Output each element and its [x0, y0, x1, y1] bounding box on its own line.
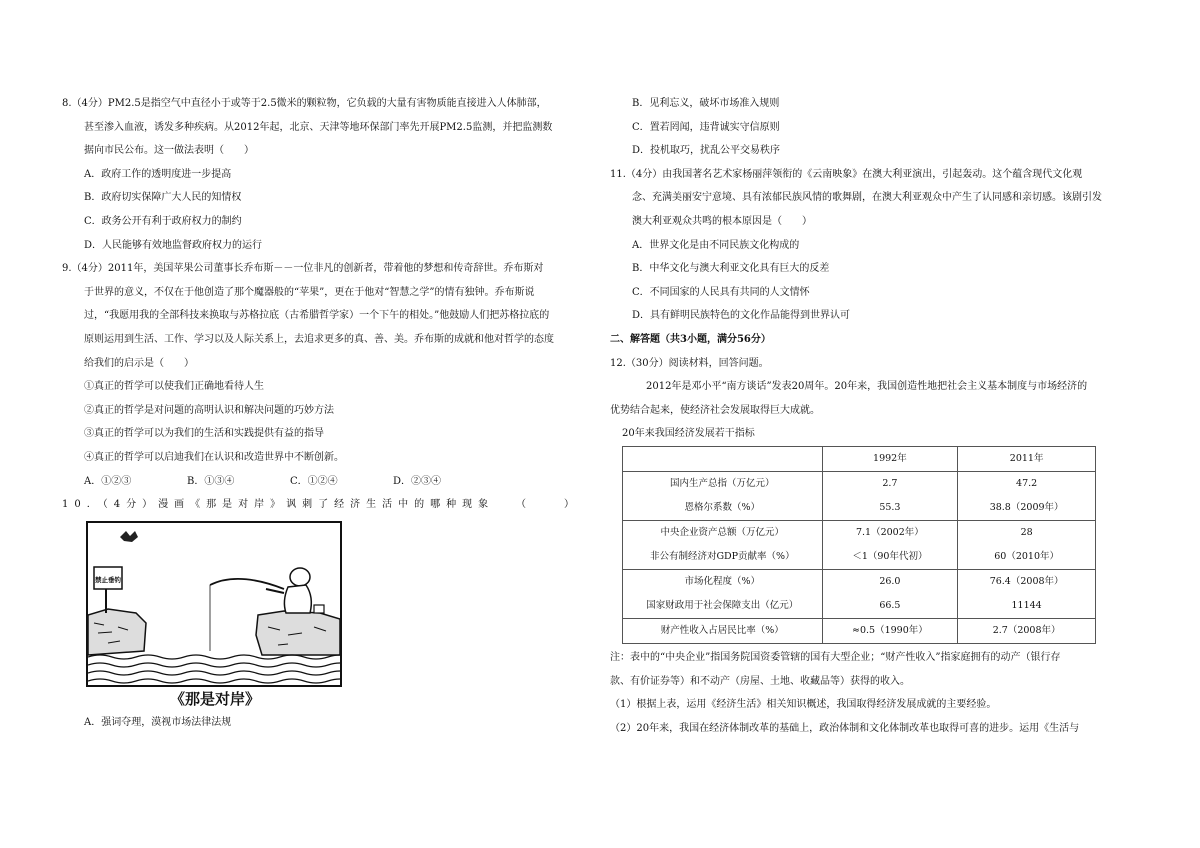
- table-row: [623, 569, 1096, 618]
- indicators-table: [622, 446, 1096, 644]
- bird-icon: [120, 531, 138, 542]
- table-cell-1992: [822, 520, 958, 569]
- cell-value: 2.7: [882, 477, 898, 489]
- q8-line: 甚至渗入血液，诱发多种疾病。从2012年起，北京、天津等地环保部门率先开展PM2.5监测，并把监测数: [84, 121, 553, 133]
- table-cell-label: [623, 471, 823, 520]
- table-header-cell: 2011年: [958, 446, 1096, 471]
- q9-statement-3: ③真正的哲学可以为我们的生活和实践提供有益的指导: [84, 428, 324, 440]
- q12-material: 优势结合起来，使经济社会发展取得巨大成就。: [610, 404, 820, 416]
- row-label: 国家财政用于社会保障支出（亿元）: [646, 599, 799, 611]
- sign-text: 禁止垂钓: [95, 575, 121, 584]
- table-cell-label: 财产性收入占居民比率（%）: [623, 618, 823, 643]
- q11-option-a[interactable]: A．世界文化是由不同民族文化构成的: [632, 239, 800, 251]
- q12-table-title: 20年来我国经济发展若干指标: [622, 428, 755, 440]
- right-bank: [256, 611, 340, 655]
- cartoon-drawing: [88, 523, 340, 685]
- cell-value: 28: [1020, 526, 1033, 538]
- table-cell-2011: [958, 471, 1096, 520]
- fishing-rod: [210, 579, 284, 589]
- table-cell-2011: [958, 569, 1096, 618]
- q8-line: 8.（4分）PM2.5是指空气中直径小于或等于2.5微米的颗粒物，它负载的大量有害物质能直接进入人体肺部，: [62, 98, 547, 109]
- q9-line: 给我们的启示是（ ）: [84, 357, 194, 369]
- q11-option-d[interactable]: D．具有鲜明民族特色的文化作品能得到世界认可: [632, 310, 851, 322]
- right-column: [610, 92, 1130, 740]
- q9-option-a[interactable]: A．①②③: [84, 475, 132, 487]
- q11-option-c[interactable]: C．不同国家的人民具有共同的人文情怀: [632, 286, 810, 298]
- table-row: [623, 520, 1096, 569]
- q9-option-b[interactable]: B．①③④: [187, 475, 235, 487]
- bucket: [314, 605, 324, 613]
- cell-value: 47.2: [1016, 477, 1038, 489]
- question-8: [62, 92, 580, 257]
- table-cell-2011: [958, 520, 1096, 569]
- cell-value: 66.5: [879, 599, 901, 611]
- table-cell-label: [623, 520, 823, 569]
- q10-option-c[interactable]: C．置若罔闻，违背诚实守信原则: [632, 121, 780, 133]
- q9-statement-4: ④真正的哲学可以启迪我们在认识和改造世界中不断创新。: [84, 451, 344, 463]
- table-row: [623, 471, 1096, 520]
- q10-stem-bracket: （ ）: [516, 499, 580, 511]
- row-label: 市场化程度（%）: [684, 575, 761, 587]
- q9-statement-2: ②真正的哲学是对问题的高明认识和解决问题的巧妙方法: [84, 404, 334, 416]
- question-9: [62, 257, 580, 493]
- left-column: [62, 92, 580, 734]
- q11-option-b[interactable]: B．中华文化与澳大利亚文化具有巨大的反差: [632, 263, 830, 275]
- q11-line: 11.（4分）由我国著名艺术家杨丽萍领衔的《云南映象》在澳大利亚演出，引起轰动。这个蕴含现代文化观: [610, 168, 1083, 180]
- section-heading: 二、解答题（共3小题，满分56分）: [610, 333, 771, 345]
- q10-stem: [62, 493, 580, 517]
- cell-value: 76.4（2008年）: [989, 575, 1064, 587]
- fisherman-head: [290, 568, 310, 586]
- question-11: [610, 163, 1130, 328]
- q9-options: [62, 470, 580, 494]
- table-cell-1992: ≈0.5（1990年）: [822, 618, 958, 643]
- cell-value: 7.1（2002年）: [855, 526, 924, 538]
- row-label: 非公有制经济对GDP贡献率（%）: [649, 550, 795, 562]
- cell-value: 60（2010年）: [994, 550, 1059, 562]
- water: [88, 655, 340, 683]
- cell-value: 26.0: [879, 575, 901, 587]
- q8-line: 据向市民公布。这一做法表明（ ）: [84, 145, 254, 157]
- q10-option-d[interactable]: D．投机取巧，扰乱公平交易秩序: [632, 145, 781, 157]
- q10-stem-text: 10．（4分）漫画《那是对岸》讽刺了经济生活中的哪种现象: [62, 499, 495, 511]
- q12-note: 注：表中的“中央企业”指国务院国资委管辖的国有大型企业；“财产性收入”指家庭拥有的动产（银行存: [610, 651, 1061, 663]
- cell-value: 38.8（2009年）: [989, 501, 1064, 513]
- cell-value: 55.3: [879, 501, 901, 513]
- q9-option-c[interactable]: C．①②④: [290, 475, 338, 487]
- q12-note: 款、有价证券等）和不动产（房屋、土地、收藏品等）获得的收入。: [610, 675, 910, 687]
- q12-material: 2012年是邓小平“南方谈话”发表20周年。20年来，我国创造性地把社会主义基本制度与市场经济的: [646, 381, 1088, 393]
- q11-line: 澳大利亚观众共鸣的根本原因是（ ）: [632, 215, 812, 227]
- question-12: [610, 352, 1130, 741]
- cell-value: 11144: [1011, 599, 1042, 611]
- q9-statement-1: ①真正的哲学可以使我们正确地看待人生: [84, 381, 264, 393]
- table-header-cell: 1992年: [822, 446, 958, 471]
- q10-option-b[interactable]: B．见利忘义，破坏市场准入规则: [632, 98, 780, 109]
- q8-option-c[interactable]: C．政务公开有利于政府权力的制约: [84, 215, 242, 227]
- row-label: 国内生产总指（万亿元）: [670, 477, 775, 489]
- fisherman-body: [284, 585, 311, 613]
- table-cell-2011: 2.7（2008年）: [958, 618, 1096, 643]
- q9-line: 9.（4分）2011年，美国苹果公司董事长乔布斯－－一位非凡的创新者，带着他的梦想和传奇辞世。乔布斯对: [62, 263, 544, 275]
- table-header-cell: [623, 446, 823, 471]
- q9-option-d[interactable]: D．②③④: [393, 475, 442, 487]
- row-label: 恩格尔系数（%）: [684, 501, 761, 513]
- q10-option-a[interactable]: A．强词夺理，漠视市场法律法规: [84, 716, 232, 728]
- q12-sub-question-1: （1）根据上表，运用《经济生活》相关知识概述，我国取得经济发展成就的主要经验。: [610, 699, 997, 711]
- q12-sub-question-2: （2）20年来，我国在经济体制改革的基础上，政治体制和文化体制改革也取得可喜的进步。运用《生活与: [610, 722, 1080, 734]
- cartoon-image: [86, 521, 342, 687]
- question-10: [62, 493, 580, 734]
- cartoon-caption: 《那是对岸》: [170, 689, 261, 708]
- left-bank: [88, 609, 146, 655]
- q9-line: 原则运用到生活、工作、学习以及人际关系上，去追求更多的真、善、美。乔布斯的成就和他对哲学的态度: [84, 333, 554, 345]
- table-header-row: [623, 446, 1096, 471]
- q9-line: 于世界的意义，不仅在于他创造了那个魔器般的“苹果”，更在于他对“智慧之学”的情有独钟。乔布斯说: [84, 286, 535, 298]
- row-label: 中央企业资产总额（万亿元）: [660, 526, 785, 538]
- q8-option-a[interactable]: A．政府工作的透明度进一步提高: [84, 168, 232, 180]
- q9-line: 过，“我愿用我的全部科技来换取与苏格拉底（古希腊哲学家）一个下午的相处。”他鼓励人们把苏格拉底的: [84, 310, 550, 322]
- q8-option-b[interactable]: B．政府切实保障广大人民的知情权: [84, 192, 242, 204]
- q8-option-d[interactable]: D．人民能够有效地监督政府权力的运行: [84, 239, 263, 251]
- table-cell-1992: [822, 569, 958, 618]
- q11-line: 念、充满美丽安宁意境、具有浓郁民族风情的歌舞剧，在澳大利亚观众中产生了认同感和亲切感。该剧引发: [632, 192, 1102, 204]
- cell-value: ＜1（90年代初）: [852, 550, 928, 562]
- table-cell-label: [623, 569, 823, 618]
- table-row: [623, 618, 1096, 643]
- q12-stem: 12.（30分）阅读材料，回答问题。: [610, 357, 769, 369]
- table-cell-1992: [822, 471, 958, 520]
